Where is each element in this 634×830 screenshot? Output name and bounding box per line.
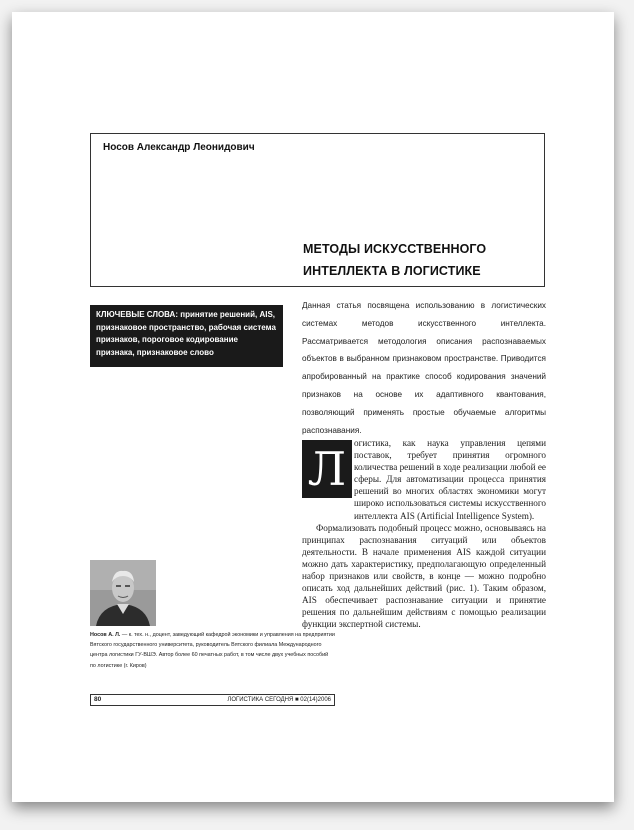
drop-cap: Л [302, 440, 352, 498]
author-photo [90, 560, 156, 626]
journal-issue: ЛОГИСТИКА СЕГОДНЯ ■ 02(14)2006 [227, 696, 331, 703]
page-number: 80 [94, 696, 102, 703]
keywords-label: КЛЮЧЕВЫЕ СЛОВА: [96, 310, 178, 319]
keywords-text: принятие решений, AIS, признаковое пространство, рабочая система признаков, пороговое кодирование признака, признаковое слово [96, 310, 276, 357]
author-bio [90, 630, 335, 671]
article-body [302, 437, 546, 631]
bio-text: — к. тех. н., доцент, заведующий кафедрой экономики и управления на предприятии Вятского государственного университета, руководитель Вятского филиала Международного центра логистики ГУ-ВШЭ. Автор более 60 печатных работ, в том числе двух учебных пособий по логистике (г. Киров) [90, 632, 335, 669]
article-title [303, 238, 486, 282]
article-header [90, 133, 545, 287]
title-line-1: МЕТОДЫ ИСКУССТВЕННОГО [303, 242, 487, 256]
author-name: Носов Александр Леонидович [103, 142, 255, 153]
keywords-box [90, 305, 283, 367]
body-paragraph-1: огистика, как наука управления цепями поставок, требует принятия огромного количества решений в ходе реализации любой ее сферы. Для автоматизации процесса принятия решений во многих областях экономики могут широко использоваться системы искусственного интеллекта AIS (Artificial Intelligence System). [354, 438, 546, 521]
page-footer [90, 694, 335, 706]
title-line-2: ИНТЕЛЛЕКТА В ЛОГИСТИКЕ [303, 264, 481, 278]
bio-name: Носов А. Л. [90, 632, 121, 638]
body-paragraph-2: Формализовать подобный процесс можно, основываясь на принципах распознавания ситуаций или объектов деятельности. В начале применения AIS каждой ситуации можно дать характеристику, предполагающую определенный набор признаков или свойств, в конце — можно подробно описать ход дальнейших действий (рис. 1). Таким образом, AIS обеспечивает распознавание ситуации и принятие решения по дальнейшим действиям с помощью реализации функции экспертной системы. [302, 522, 546, 630]
abstract: Данная статья посвящена использованию в логистических системах методов искусственного интеллекта. Рассматривается методология описания распознаваемых объектов в выбранном признаковом пространстве. Приводится апробированный на практике способ кодирования значений признаков на основе их адаптивного квантования, позволяющий применять простые обучаемые алгоритмы распознавания. [302, 301, 546, 435]
